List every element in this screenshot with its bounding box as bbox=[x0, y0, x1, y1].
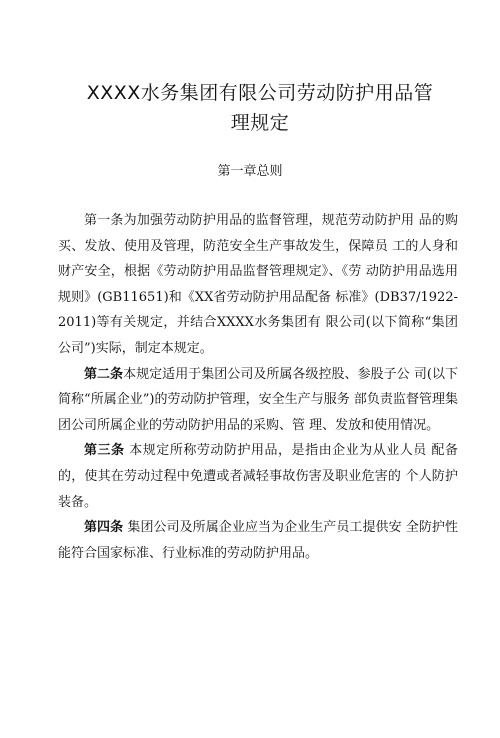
document-body bbox=[58, 208, 458, 566]
article-3-text: 本规定所称劳动防护用品，是指由企业为从业人员 配备的，使其在劳动过程中免遭或者减轻事故伤害及职业危害的 个人防护装备。 bbox=[58, 443, 458, 510]
article-2-label: 第二条 bbox=[84, 366, 124, 382]
article-4-label: 第四条 bbox=[84, 520, 124, 536]
article-3-label: 第三条 bbox=[84, 443, 125, 459]
article-3 bbox=[58, 438, 458, 515]
document-title bbox=[60, 78, 460, 138]
article-2 bbox=[58, 362, 458, 439]
article-4 bbox=[58, 515, 458, 566]
article-1-text: 第一条为加强劳动防护用品的监督管理，规范劳动防护用 品的购买、发放、使用及管理，防范安全生产事故发生，保障员 工的人身和财产安全，根据《劳动防护用品监督管理规定》、《劳 动防护用品选用规则》(GB11651)和《XX省劳动防护用品配备 标准》(DB37/1922-2011)等有关规定，并结合XXXX水务集团有 限公司(以下简称“集团公司”)实际，制定本规定。 bbox=[58, 213, 458, 356]
article-4-text: 集团公司及所属企业应当为企业生产员工提供安 全防护性能符合国家标准、行业标准的劳动防护用品。 bbox=[58, 520, 458, 561]
document-title-line-2: 理规定 bbox=[230, 112, 290, 134]
article-1 bbox=[58, 208, 458, 362]
article-2-text: 本规定适用于集团公司及所属各级控股、参股子公 司(以下简称“所属企业”)的劳动防护管理，安全生产与服务 部负责监督管理集团公司所属企业的劳动防护用品的采购、管 理、发放和使用情况。 bbox=[58, 366, 458, 433]
chapter-heading: 第一章总则 bbox=[217, 164, 283, 179]
document-title-line-1: XXXX水务集团有限公司劳动防护用品管 bbox=[86, 82, 434, 104]
